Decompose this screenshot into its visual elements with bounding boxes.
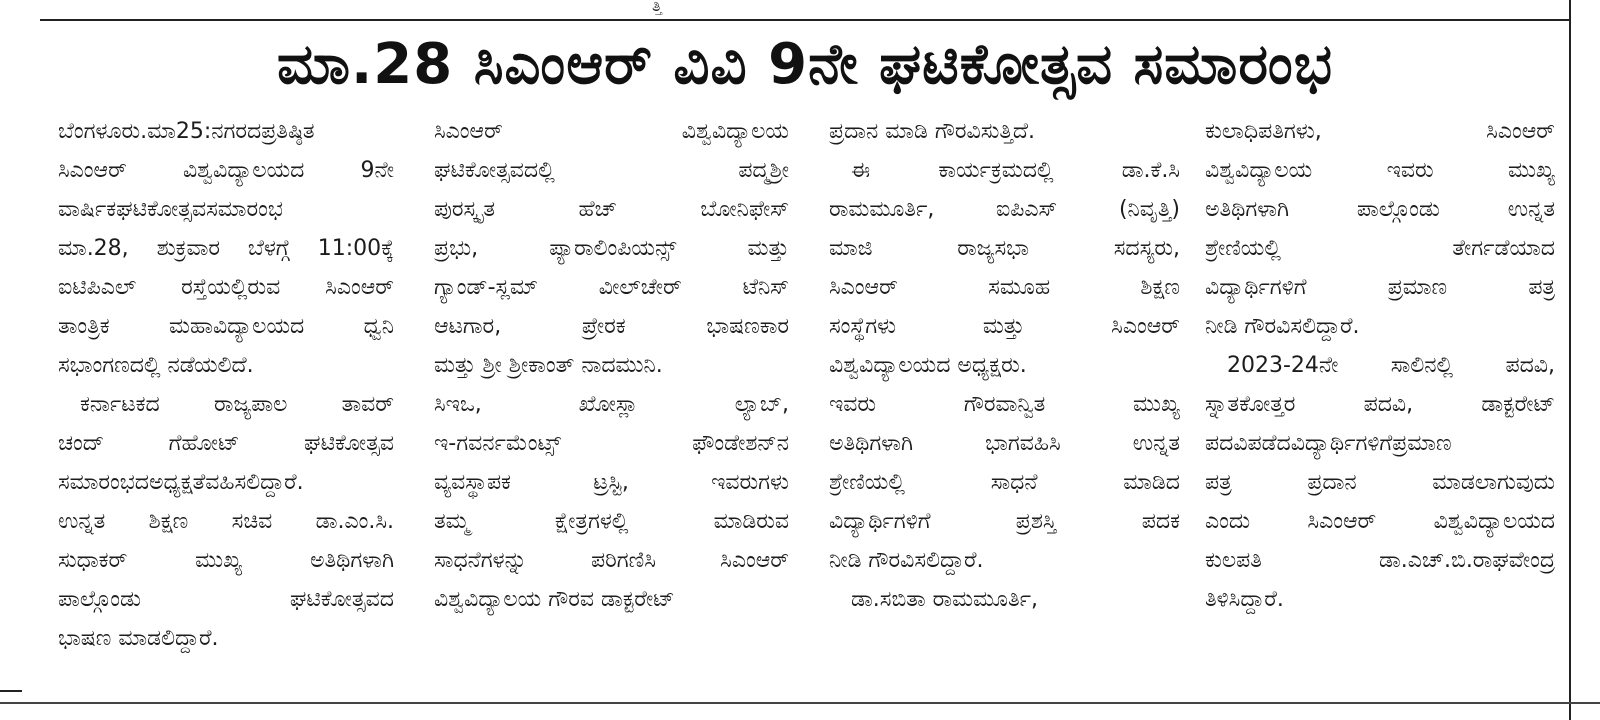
text-line: ಸಾಧನೆಗಳನ್ನು ಪರಿಗಣಿಸಿ ಸಿಎಂಆರ್ (434, 548, 789, 573)
text-line: ಮಾ.28, ಶುಕ್ರವಾರ ಬೆಳಗ್ಗೆ 11:00ಕ್ಕೆ (58, 236, 394, 261)
text-line: ವ್ಯವಸ್ಥಾಪಕ ಟ್ರಸ್ಟಿ, ಇವರುಗಳು (434, 470, 789, 495)
text-line: ಸಂಸ್ಥೆಗಳು ಮತ್ತು ಸಿಎಂಆರ್ (829, 314, 1180, 339)
text-line: ಇ-ಗವರ್ನಮೆಂಟ್ಸ್ ಫೌಂಡೇಶನ್‌ನ (434, 431, 789, 456)
text-line: ಭಾಷಣ ಮಾಡಲಿದ್ದಾರೆ. (58, 626, 219, 651)
text-line: ತಾಂತ್ರಿಕ ಮಹಾವಿದ್ಯಾಲಯದ ಧ್ವನಿ (58, 314, 394, 339)
text-line: ಬೆಂಗಳೂರು.ಮಾ25:ನಗರದಪ್ರತಿಷ್ಠಿತ (58, 119, 315, 144)
text-line: ಐಟಿಪಿಎಲ್ ರಸ್ತೆಯಲ್ಲಿರುವ ಸಿಎಂಆರ್ (58, 275, 394, 300)
right-column-rule (1569, 0, 1571, 720)
article-column-1 (58, 112, 394, 658)
left-edge-tick (0, 690, 22, 692)
text-line: ಪ್ರಭು, ಪ್ಯಾರಾಲಿಂಪಿಯನ್ಸ್ ಮತ್ತು (434, 236, 789, 261)
text-line: ಪುರಸ್ಕೃತ ಹೆಚ್ ಬೋನಿಫೇಸ್ (434, 197, 789, 222)
text-line: ನೀಡಿ ಗೌರವಿಸಲಿದ್ದಾರೆ. (1205, 314, 1360, 339)
text-line: ಕುಲಾಧಿಪತಿಗಳು, ಸಿಎಂಆರ್ (1205, 119, 1555, 144)
cropped-text-fragment: ತ್ತಿ (652, 0, 662, 15)
text-line: ಘಟಿಕೋತ್ಸವದಲ್ಲಿ ಪದ್ಮಶ್ರೀ (434, 158, 789, 183)
text-line: ಡಾ.ಸಬಿತಾ ರಾಮಮೂರ್ತಿ, (851, 587, 1038, 612)
article-column-2 (434, 112, 789, 619)
text-line: ಶ್ರೇಣಿಯಲ್ಲಿ ಸಾಧನೆ ಮಾಡಿದ (829, 470, 1180, 495)
text-line: ಮಾಜಿ ರಾಜ್ಯಸಭಾ ಸದಸ್ಯರು, (829, 236, 1180, 261)
text-line: ಸಭಾಂಗಣದಲ್ಲಿ ನಡೆಯಲಿದೆ. (58, 353, 254, 378)
text-line: ಕುಲಪತಿ ಡಾ.ಎಚ್.ಬಿ.ರಾಘವೇಂದ್ರ (1205, 548, 1555, 573)
text-line: ಪದವಿಪಡೆದವಿದ್ಯಾರ್ಥಿಗಳಿಗೆಪ್ರಮಾಣ (1205, 431, 1452, 456)
text-line: ಮತ್ತು ಶ್ರೀ ಶ್ರೀಕಾಂತ್ ನಾದಮುನಿ. (434, 353, 663, 378)
top-rule (40, 19, 1570, 21)
bottom-rule (0, 702, 1600, 704)
text-line: ಅತಿಥಿಗಳಾಗಿ ಭಾಗವಹಿಸಿ ಉನ್ನತ (829, 431, 1180, 456)
text-line: ಸಿಇಒ, ಖೋಸ್ಲಾ ಲ್ಯಾಬ್, (434, 392, 789, 417)
text-line: ವಿದ್ಯಾರ್ಥಿಗಳಿಗೆ ಪ್ರಶಸ್ತಿ ಪದಕ (829, 509, 1180, 534)
article-column-3 (829, 112, 1180, 619)
text-line: ಅತಿಥಿಗಳಾಗಿ ಪಾಲ್ಗೊಂಡು ಉನ್ನತ (1205, 197, 1555, 222)
text-line: ಆಟಗಾರ, ಪ್ರೇರಕ ಭಾಷಣಕಾರ (434, 314, 789, 339)
text-line: ಕರ್ನಾಟಕದ ರಾಜ್ಯಪಾಲ ತಾವರ್ (80, 392, 394, 417)
text-line: ಪಾಲ್ಗೊಂಡು ಘಟಿಕೋತ್ಸವದ (58, 587, 394, 612)
text-line: ಈ ಕಾರ್ಯಕ್ರಮದಲ್ಲಿ ಡಾ.ಕೆ.ಸಿ (851, 158, 1180, 183)
text-line: ಎಂದು ಸಿಎಂಆರ್ ವಿಶ್ವವಿದ್ಯಾಲಯದ (1205, 509, 1555, 534)
text-line: ಉನ್ನತ ಶಿಕ್ಷಣ ಸಚಿವ ಡಾ.ಎಂ.ಸಿ. (58, 509, 394, 534)
text-line: ಇವರು ಗೌರವಾನ್ವಿತ ಮುಖ್ಯ (829, 392, 1180, 417)
text-line: ಸುಧಾಕರ್ ಮುಖ್ಯ ಅತಿಥಿಗಳಾಗಿ (58, 548, 394, 573)
text-line: ವಿಶ್ವವಿದ್ಯಾಲಯದ ಅಧ್ಯಕ್ಷರು. (829, 353, 1027, 378)
text-line: ವಿದ್ಯಾರ್ಥಿಗಳಿಗೆ ಪ್ರಮಾಣ ಪತ್ರ (1205, 275, 1555, 300)
article-column-4 (1205, 112, 1555, 619)
headline: ಮಾ.28 ಸಿಎಂಆರ್ ವಿವಿ 9ನೇ ಘಟಿಕೋತ್ಸವ ಸಮಾರಂಭ (276, 32, 1333, 97)
text-line: ಪ್ರದಾನ ಮಾಡಿ ಗೌರವಿಸುತ್ತಿದೆ. (829, 119, 1036, 144)
text-line: ಸಿಎಂಆರ್ ಸಮೂಹ ಶಿಕ್ಷಣ (829, 275, 1180, 300)
text-line: ನೀಡಿ ಗೌರವಿಸಲಿದ್ದಾರೆ. (829, 548, 984, 573)
text-line: 2023-24ನೇ ಸಾಲಿನಲ್ಲಿ ಪದವಿ, (1227, 353, 1555, 378)
text-line: ಸಿಎಂಆರ್ ವಿಶ್ವವಿದ್ಯಾಲಯ (434, 119, 789, 144)
text-line: ರಾಮಮೂರ್ತಿ, ಐಪಿಎಸ್ (ನಿವೃತ್ತಿ) (829, 197, 1180, 222)
text-line: ಚಂದ್ ಗೆಹೋಟ್ ಘಟಿಕೋತ್ಸವ (58, 431, 394, 456)
text-line: ಸಮಾರಂಭದಅಧ್ಯಕ್ಷತೆವಹಿಸಲಿದ್ದಾರೆ. (58, 470, 304, 495)
text-line: ವಾರ್ಷಿಕಘಟಿಕೋತ್ಸವಸಮಾರಂಭ (58, 197, 283, 222)
text-line: ಸ್ನಾತಕೋತ್ತರ ಪದವಿ, ಡಾಕ್ಟರೇಟ್ (1205, 392, 1555, 417)
text-line: ತಿಳಿಸಿದ್ದಾರೆ. (1205, 587, 1284, 612)
text-line: ಸಿಎಂಆರ್ ವಿಶ್ವವಿದ್ಯಾಲಯದ 9ನೇ (58, 158, 394, 183)
text-line: ತಮ್ಮ ಕ್ಷೇತ್ರಗಳಲ್ಲಿ ಮಾಡಿರುವ (434, 509, 789, 534)
text-line: ಗ್ಯಾಂಡ್-ಸ್ಲಮ್ ವೀಲ್‌ಚೇರ್ ಟೆನಿಸ್ (434, 275, 789, 300)
text-line: ಪತ್ರ ಪ್ರದಾನ ಮಾಡಲಾಗುವುದು (1205, 470, 1555, 495)
text-line: ವಿಶ್ವವಿದ್ಯಾಲಯ ಇವರು ಮುಖ್ಯ (1205, 158, 1555, 183)
text-line: ವಿಶ್ವವಿದ್ಯಾಲಯ ಗೌರವ ಡಾಕ್ಟರೇಟ್ (434, 587, 675, 612)
text-line: ಶ್ರೇಣಿಯಲ್ಲಿ ತೇರ್ಗಡೆಯಾದ (1205, 236, 1555, 261)
